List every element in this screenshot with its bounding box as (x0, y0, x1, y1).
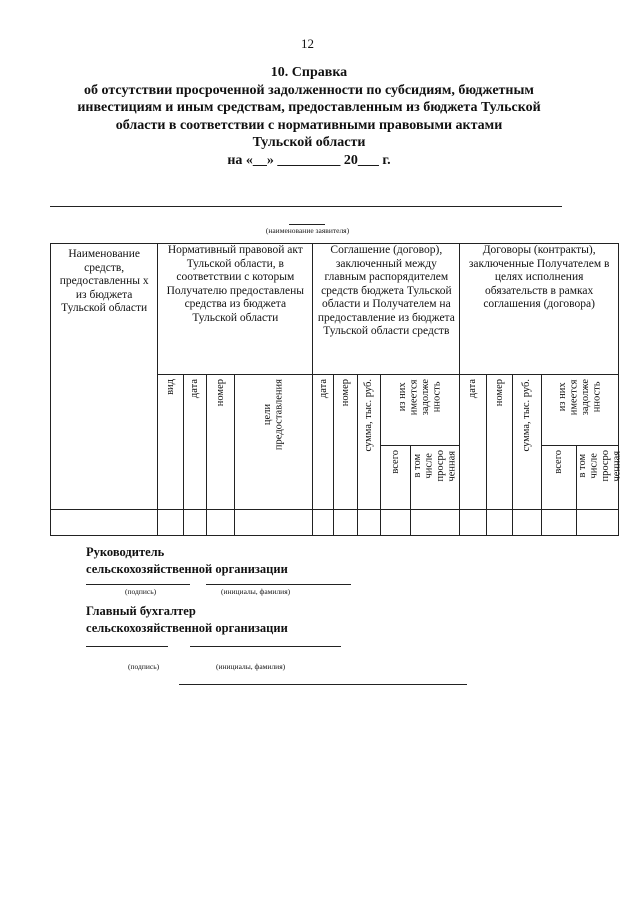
header-funds-name: Наименование средств, предоставленны х из бюджета Тульской области (51, 244, 158, 510)
head-signature-line (86, 584, 190, 585)
header-normative-act: Нормативный правовой акт Тульской области, в соответствии с которым Получателю предоставлены средства из бюджета Тульской области (158, 244, 313, 375)
col-agreement-debt-overdue: в том числе просро ченная (411, 446, 460, 510)
title-line-1: 10. Справка (270, 65, 348, 80)
data-table (50, 243, 623, 536)
page-number: 12 (301, 36, 314, 51)
accountant-name-line (190, 646, 341, 647)
col-purpose: цели предоставления (235, 375, 313, 510)
col-date: дата (183, 375, 206, 510)
col-contract-debt: из них имеется задолже нность (541, 375, 618, 446)
col-agreement-date: дата (313, 375, 334, 510)
header-agreement: Соглашение (договор), заключенный между главным распорядителем средств бюджета Тульской области и Получателем на предоставление из бюджета Тульской области средств (313, 244, 460, 375)
col-number: номер (207, 375, 235, 510)
col-type: вид (158, 375, 184, 510)
accountant-signature-line (86, 646, 168, 647)
title-date-line: на «__» _________ 20___ г. (227, 152, 391, 168)
header-contracts: Договоры (контракты), заключенные Получателем в целях исполнения обязательств в рамках соглашения (договора) (460, 244, 619, 375)
col-contract-debt-total: всего (541, 446, 576, 510)
head-title: Руководитель сельскохозяйственной организации (86, 545, 288, 576)
col-agreement-sum: сумма, тыс. руб. (357, 375, 380, 510)
bottom-separator (179, 684, 467, 685)
applicant-short-line (289, 224, 325, 225)
table-row (51, 510, 619, 536)
col-contract-sum: сумма, тыс. руб. (512, 375, 541, 510)
head-signature-caption: (подпись) (125, 587, 157, 596)
col-contract-debt-overdue: в том числе просро ченная (576, 446, 618, 510)
col-agreement-debt: из них имеется задолже нность (380, 375, 459, 446)
accountant-signature-caption: (подпись) (128, 662, 160, 671)
document-title (60, 64, 558, 169)
title-line-2: об отсутствии просроченной задолженности по субсидиям, бюджетным (84, 82, 534, 98)
col-contract-date: дата (460, 375, 487, 510)
col-agreement-number: номер (334, 375, 357, 510)
title-line-3: инвестициям и иным средствам, предоставленным из бюджета Тульской (77, 100, 541, 115)
title-line-4: области в соответствии с нормативными правовыми актами (115, 117, 503, 133)
title-line-5: Тульской области (252, 135, 366, 150)
head-name-line (206, 584, 351, 585)
accountant-title: Главный бухгалтер сельскохозяйственной организации (86, 604, 288, 635)
col-contract-number: номер (487, 375, 513, 510)
head-name-caption: (инициалы, фамилия) (221, 587, 291, 596)
applicant-name-line (50, 206, 562, 207)
applicant-caption: (наименование заявителя) (265, 226, 350, 235)
accountant-name-caption: (инициалы, фамилия) (216, 662, 286, 671)
col-agreement-debt-total: всего (380, 446, 410, 510)
